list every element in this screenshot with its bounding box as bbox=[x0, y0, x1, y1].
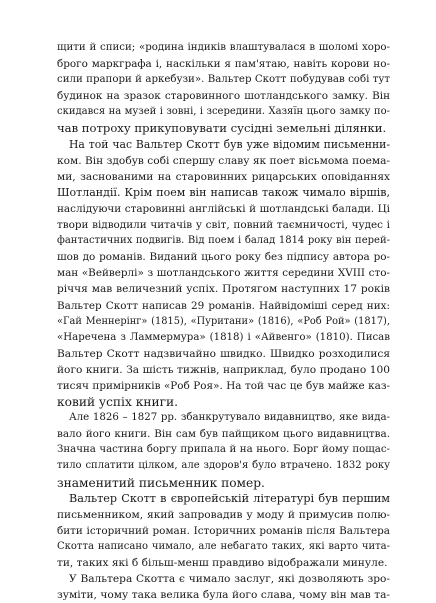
text-line: сили прапори й аркебузи». Вальтер Скотт побудував собі тут bbox=[57, 74, 390, 86]
paragraph-4 bbox=[57, 491, 390, 571]
text-line: Але 1826 – 1827 рр. збанкрутувало видавництво, яке вида- bbox=[69, 412, 390, 424]
text-line: брого маркграфа і, наскільки я пам'ятаю, навіть корови но- bbox=[57, 58, 390, 71]
text-line: Скотта написано чимало, але небагато таких, які варто чита- bbox=[57, 540, 390, 552]
text-line: річчя мав величезний успіх. Протягом наступних 17 років bbox=[57, 283, 390, 296]
text-line: «Гай Меннерінг» (1815), «Пуритани» (1816), «Роб Рой» (1817), bbox=[57, 315, 390, 327]
paragraph-2 bbox=[57, 137, 390, 411]
text-line: Вальтер Скотт написав 29 романів. Найвідоміші серед них: bbox=[57, 299, 390, 312]
text-line: чав потроху прикуповувати сусідні земельні ділянки. bbox=[57, 121, 387, 136]
text-line: вало його книги. Він сам був пайщиком цього видавництва. bbox=[57, 428, 390, 441]
text-line: фантастичних подвигів. Від поем і балад 1814 року він перей- bbox=[57, 235, 390, 247]
text-line: знаменитий письменник помер. bbox=[57, 475, 265, 490]
text-line: ми, заснованими на старовинних рицарських оповіданнях bbox=[57, 170, 390, 183]
text-line: шов до романів. Виданий цього року без підпису автора ро- bbox=[57, 251, 390, 264]
text-line: скидався на музей і зовні, і зсередини. Хазяїн цього замку по- bbox=[57, 106, 390, 118]
text-line: щити й списи; «родина індиків влаштувалася в шоломі хоро- bbox=[57, 42, 390, 53]
text-line: У Вальтера Скотта є чимало заслуг, які дозволяють зро- bbox=[69, 573, 390, 586]
text-line: його книги. За шість тижнів, наприклад, було продано 100 bbox=[57, 363, 390, 376]
text-line: «Наречена з Ламмермура» (1818) і «Айвенго» (1810). Писав bbox=[57, 331, 390, 343]
text-line: письменником, який запровадив у моду й примусив полю- bbox=[57, 508, 390, 521]
text-line: ковий успіх книги. bbox=[57, 395, 178, 410]
text-line: тисяч примірників «Роб Роя». На той час це був майже каз- bbox=[57, 379, 390, 392]
page-body bbox=[57, 40, 390, 603]
text-line: зуміти, чому така велика була його слава, чому він мав та- bbox=[57, 589, 390, 602]
paragraph-5 bbox=[57, 571, 390, 603]
text-line: Вальтер Скотт надзвичайно швидко. Швидко розходилися bbox=[57, 347, 390, 360]
paragraph-1 bbox=[57, 40, 390, 137]
paragraph-3 bbox=[57, 410, 390, 490]
text-line: ком. Він здобув собі спершу славу як поет вісьмома поема- bbox=[57, 154, 390, 167]
text-line: Вальтер Скотт в європейській літературі був першим bbox=[69, 491, 390, 505]
text-line: ман «Вейверлі» з шотландського життя середини XVIII сто- bbox=[57, 267, 390, 280]
text-line: бити історичний роман. Історичних романів після Вальтера bbox=[57, 524, 390, 537]
text-line: ти, таких які б більш-менш правдиво відображали минуле. bbox=[57, 557, 388, 569]
text-line: будинок на зразок старовинного шотландського замку. Він bbox=[57, 90, 390, 103]
text-line: Шотландії. Крім поем він написав також чимало віршів, bbox=[57, 185, 390, 199]
text-line: На той час Вальтер Скотт був уже відомим письменни- bbox=[69, 137, 390, 151]
text-line: Значна частина боргу припала й на нього. Борг йому пощас- bbox=[57, 444, 390, 456]
text-line: твори відводили читачів у світ, повний таємничості, чудес і bbox=[57, 219, 390, 232]
text-line: тило сплатити цілком, але здоров'я було втрачено. 1832 року bbox=[57, 460, 390, 472]
text-line: наслідуючи старовинні англійські й шотландські балади. Ці bbox=[57, 202, 390, 215]
